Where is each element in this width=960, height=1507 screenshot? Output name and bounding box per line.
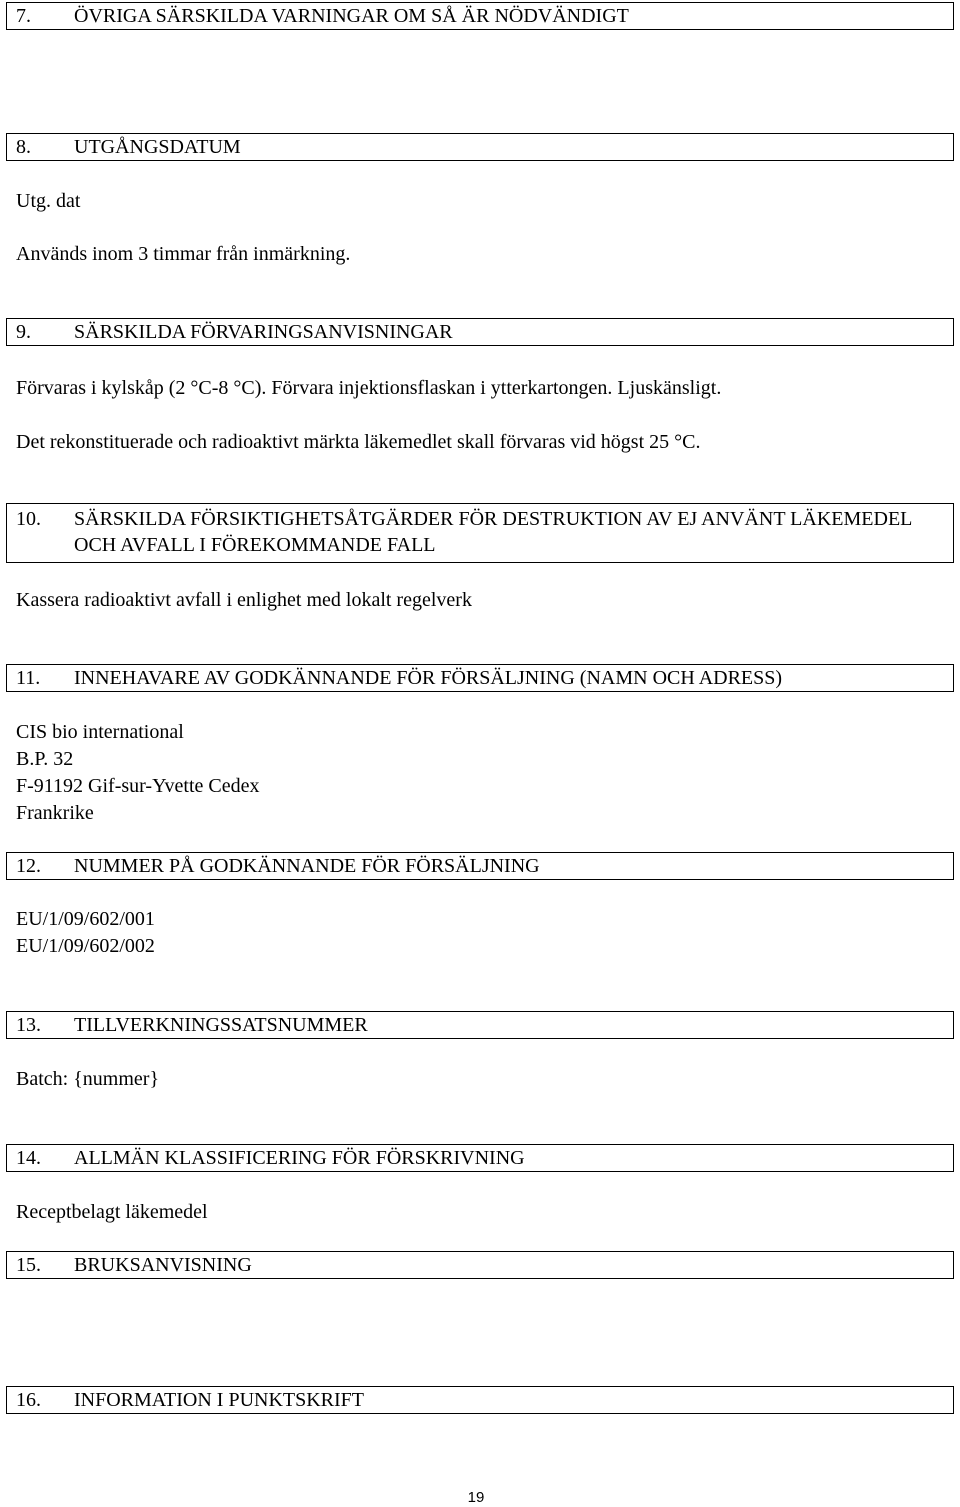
section-10-title: SÄRSKILDA FÖRSIKTIGHETSÅTGÄRDER FÖR DESTRUKTION AV EJ ANVÄNT LÄKEMEDEL OCH AVFALL I FÖREKOMMANDE FALL	[74, 508, 912, 556]
section-9-number: 9.	[16, 321, 31, 343]
section-11-line: F-91192 Gif-sur-Yvette Cedex	[16, 775, 260, 797]
section-11-title: INNEHAVARE AV GODKÄNNANDE FÖR FÖRSÄLJNING (NAMN OCH ADRESS)	[74, 667, 783, 689]
section-15-title: BRUKSANVISNING	[74, 1254, 252, 1276]
section-13-line: Batch: {nummer}	[16, 1068, 160, 1090]
section-8-number: 8.	[16, 136, 31, 158]
section-9-line: Förvaras i kylskåp (2 °C-8 °C). Förvara injektionsflaskan i ytterkartongen. Ljuskänsligt.	[16, 377, 722, 399]
section-13-title: TILLVERKNINGSSATSNUMMER	[74, 1014, 368, 1036]
page-number: 19	[467, 1489, 485, 1506]
section-11-line: CIS bio international	[16, 721, 184, 743]
section-14-title: ALLMÄN KLASSIFICERING FÖR FÖRSKRIVNING	[74, 1147, 525, 1169]
section-16-title: INFORMATION I PUNKTSKRIFT	[74, 1389, 365, 1411]
section-12-line: EU/1/09/602/002	[16, 935, 155, 957]
section-7-number: 7.	[16, 5, 31, 27]
section-8-line: Utg. dat	[16, 190, 81, 212]
section-11-line: B.P. 32	[16, 748, 74, 770]
section-8-title: UTGÅNGSDATUM	[74, 136, 241, 158]
section-16-number: 16.	[16, 1389, 41, 1411]
section-10-line: Kassera radioaktivt avfall i enlighet med lokalt regelverk	[16, 589, 472, 611]
section-12-number: 12.	[16, 855, 41, 877]
section-13-number: 13.	[16, 1014, 41, 1036]
section-12-title: NUMMER PÅ GODKÄNNANDE FÖR FÖRSÄLJNING	[74, 855, 540, 877]
section-9-title: SÄRSKILDA FÖRVARINGSANVISNINGAR	[74, 321, 453, 343]
section-10-number: 10.	[16, 508, 41, 530]
section-11-line: Frankrike	[16, 802, 94, 824]
section-14-number: 14.	[16, 1147, 41, 1169]
section-9-line: Det rekonstituerade och radioaktivt märkta läkemedlet skall förvaras vid högst 25 °C.	[16, 431, 701, 453]
section-12-line: EU/1/09/602/001	[16, 908, 155, 930]
section-8-line: Används inom 3 timmar från inmärkning.	[16, 243, 351, 265]
section-14-line: Receptbelagt läkemedel	[16, 1201, 208, 1223]
section-15-number: 15.	[16, 1254, 41, 1276]
section-11-number: 11.	[16, 667, 41, 689]
section-7-title: ÖVRIGA SÄRSKILDA VARNINGAR OM SÅ ÄR NÖDVÄNDIGT	[74, 5, 629, 27]
